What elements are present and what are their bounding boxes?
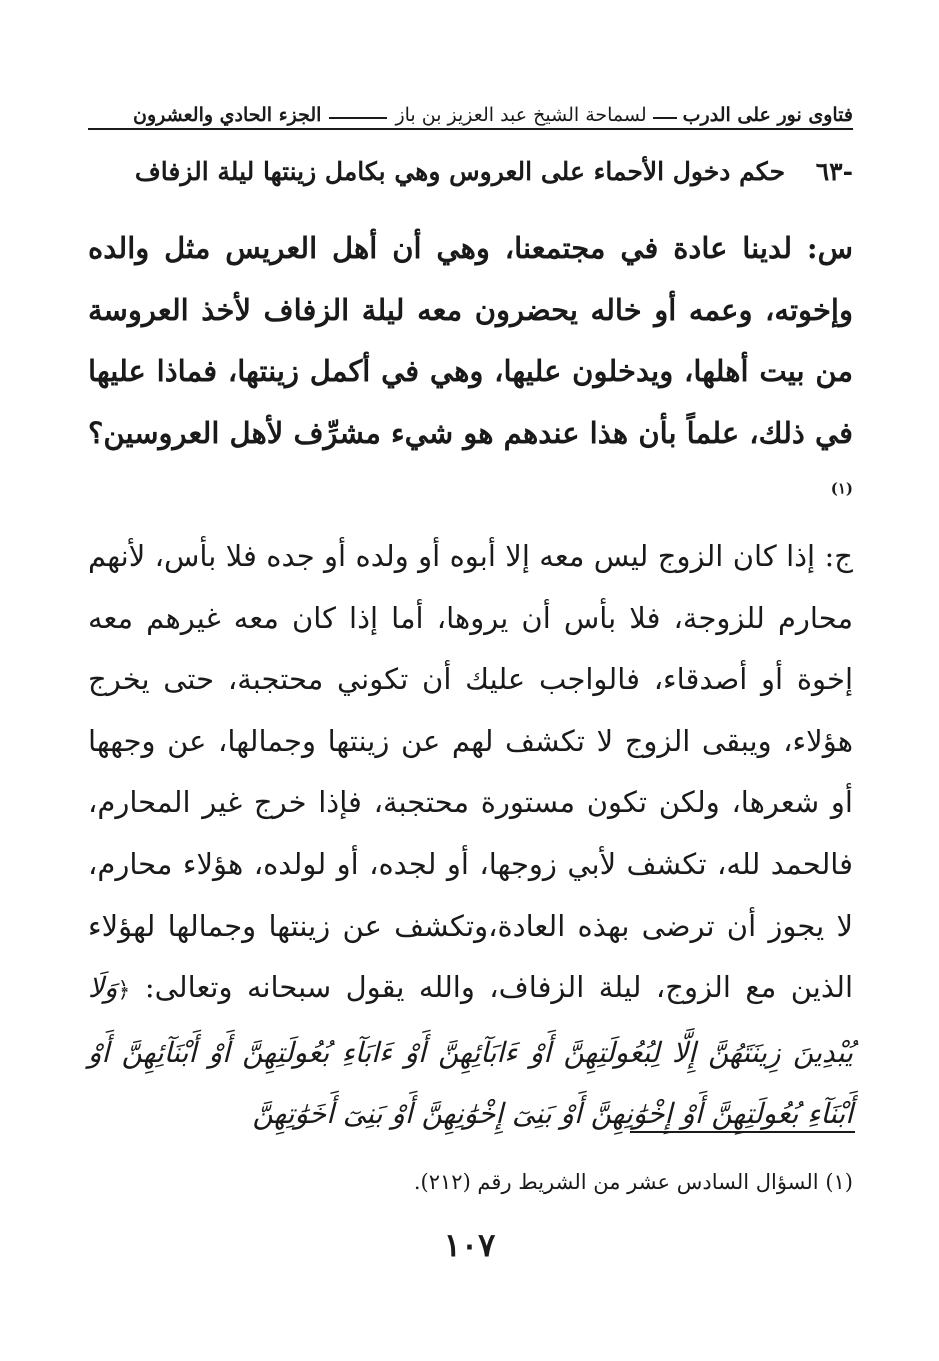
main-text	[88, 218, 853, 1145]
verse-bracket-icon: ﴿	[117, 978, 131, 1004]
footnote: (١) السؤال السادس عشر من الشريط رقم (٢١٢).	[413, 1170, 853, 1194]
header-separator	[329, 117, 387, 119]
question-text: س: لدينا عادة في مجتمعنا، وهي أن أهل العريس مثل والده وإخوته، وعمه أو خاله يحضرون معه ليلة الزفاف لأخذ العروسة من بيت أهلها، ويدخلون عليها، وهي في أكمل زينتها، فماذا عليها في ذلك، علماً بأن هذا عندهم هو شيء مشرِّف لأهل العروسين؟	[88, 231, 853, 450]
answer-paragraph	[88, 526, 853, 1145]
answer-text: ج: إذا كان الزوج ليس معه إلا أبوه أو ولده أو جده فلا بأس، لأنهم محارم للزوجة، فلا بأس أن يروها، أما إذا كان معه غيرهم معه إخوة أو أصدقاء، فالواجب عليك أن تكوني محتجبة، حتى يخرج هؤلاء، ويبقى الزوج لا تكشف لهم عن زينتها وجمالها، عن وجهها أو شعرها، ولكن تكون مستورة محتجبة، فإذا خرج غير المحارم، فالحمد لله، تكشف لأبي زوجها، أو لجده، أو لولده، هؤلاء محارم، لا يجوز أن ترضى بهذه العادة،وتكشف عن زينتها وجمالها لهؤلاء الذين مع الزوج، ليلة الزفاف، والله يقول سبحانه وتعالى:	[88, 538, 853, 1005]
footnote-reference: (١)	[830, 479, 853, 498]
header-rule	[88, 128, 853, 130]
running-header	[88, 82, 853, 126]
header-separator	[653, 117, 677, 119]
section-number: -٦٣	[815, 157, 853, 186]
section-title: حكم دخول الأحماء على العروس وهي بكامل زينتها ليلة الزفاف	[134, 157, 786, 186]
section-heading	[88, 150, 853, 194]
volume-label: الجزء الحادي والعشرون	[133, 104, 322, 126]
page-number: ١٠٧	[443, 1226, 496, 1264]
quran-verse: وَلَا يُبْدِينَ زِينَتَهُنَّ إِلَّا لِبُعُولَتِهِنَّ أَوْ ءَابَآئِهِنَّ أَوْ ءَابَآءِ بُعُولَتِهِنَّ أَوْ أَبْنَآئِهِنَّ أَوْ أَبْنَآءِ بُعُولَتِهِنَّ أَوْ إِخْوَٰنِهِنَّ أَوْ بَنِىٓ إِخْوَٰنِهِنَّ أَوْ بَنِىٓ أَخَوَٰتِهِنَّ	[88, 971, 853, 1131]
book-title: فتاوى نور على الدرب	[682, 104, 853, 126]
question-paragraph	[88, 218, 853, 526]
footnote-rule	[630, 1131, 855, 1133]
author-name: لسماحة الشيخ عبد العزيز بن باز	[395, 104, 647, 126]
